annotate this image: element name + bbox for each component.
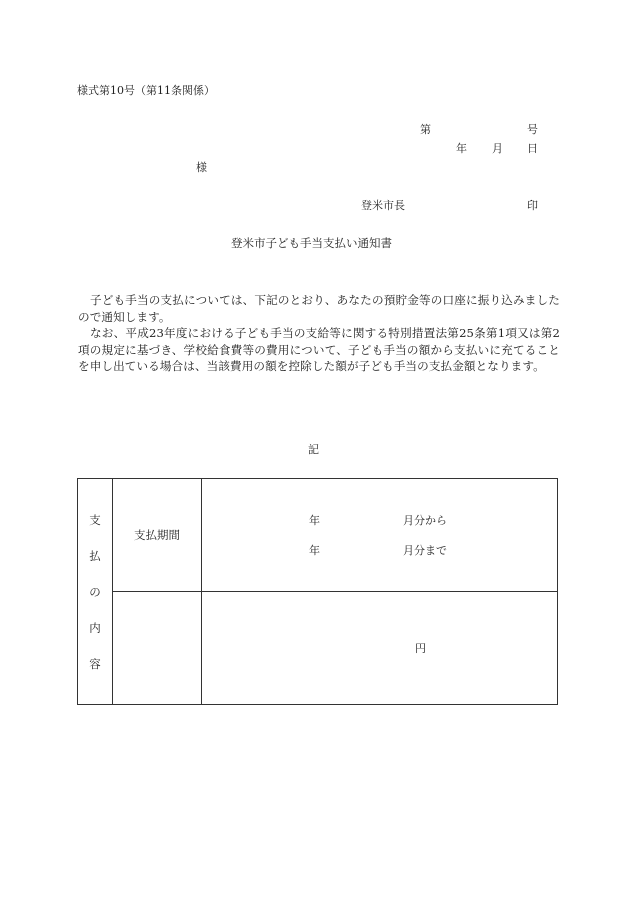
from-year: 年 (309, 514, 320, 527)
recipient-honorific: 様 (196, 161, 207, 174)
ki-heading: 記 (308, 443, 319, 456)
number-suffix: 号 (527, 123, 538, 136)
side-label-char: の (89, 584, 101, 599)
to-month: 月分まで (403, 544, 447, 557)
side-label-char: 支 (89, 512, 101, 527)
period-label-cell (113, 479, 202, 592)
side-label-char: 容 (89, 656, 101, 671)
paragraph-1: 子ども手当の支払については、下記のとおり、あなたの預貯金等の口座に振り込みましたので通知します。 (78, 293, 560, 324)
date-month: 月 (492, 142, 503, 155)
period-label: 支払期間 (134, 528, 180, 542)
side-label-cell (78, 479, 113, 705)
side-label (78, 512, 112, 672)
date-year: 年 (456, 142, 467, 155)
body-text (78, 292, 560, 375)
document-title: 登米市子ども手当支払い通知書 (231, 236, 392, 250)
date-day: 日 (527, 142, 538, 155)
seal-mark: 印 (527, 199, 538, 212)
form-number: 様式第10号（第11条関係） (77, 84, 215, 97)
payment-details-table (77, 478, 558, 705)
from-month: 月分から (403, 514, 447, 527)
number-prefix: 第 (420, 123, 431, 136)
mayor-name: 登米市長 (361, 199, 405, 212)
paragraph-2: なお、平成23年度における子ども手当の支給等に関する特別措置法第25条第1項又は第2項の規定に基づき、学校給食費等の費用について、子ども手当の額から支払いに充てることを申し出ている場合は、当該費用の額を控除した額が子ども手当の支払金額となります。 (78, 326, 560, 373)
side-label-char: 払 (89, 548, 101, 563)
side-label-char: 内 (89, 620, 101, 635)
to-year: 年 (309, 544, 320, 557)
amount-value-cell (202, 592, 558, 705)
amount-unit: 円 (415, 642, 426, 655)
period-value-cell (202, 479, 558, 592)
amount-label-cell (113, 592, 202, 705)
